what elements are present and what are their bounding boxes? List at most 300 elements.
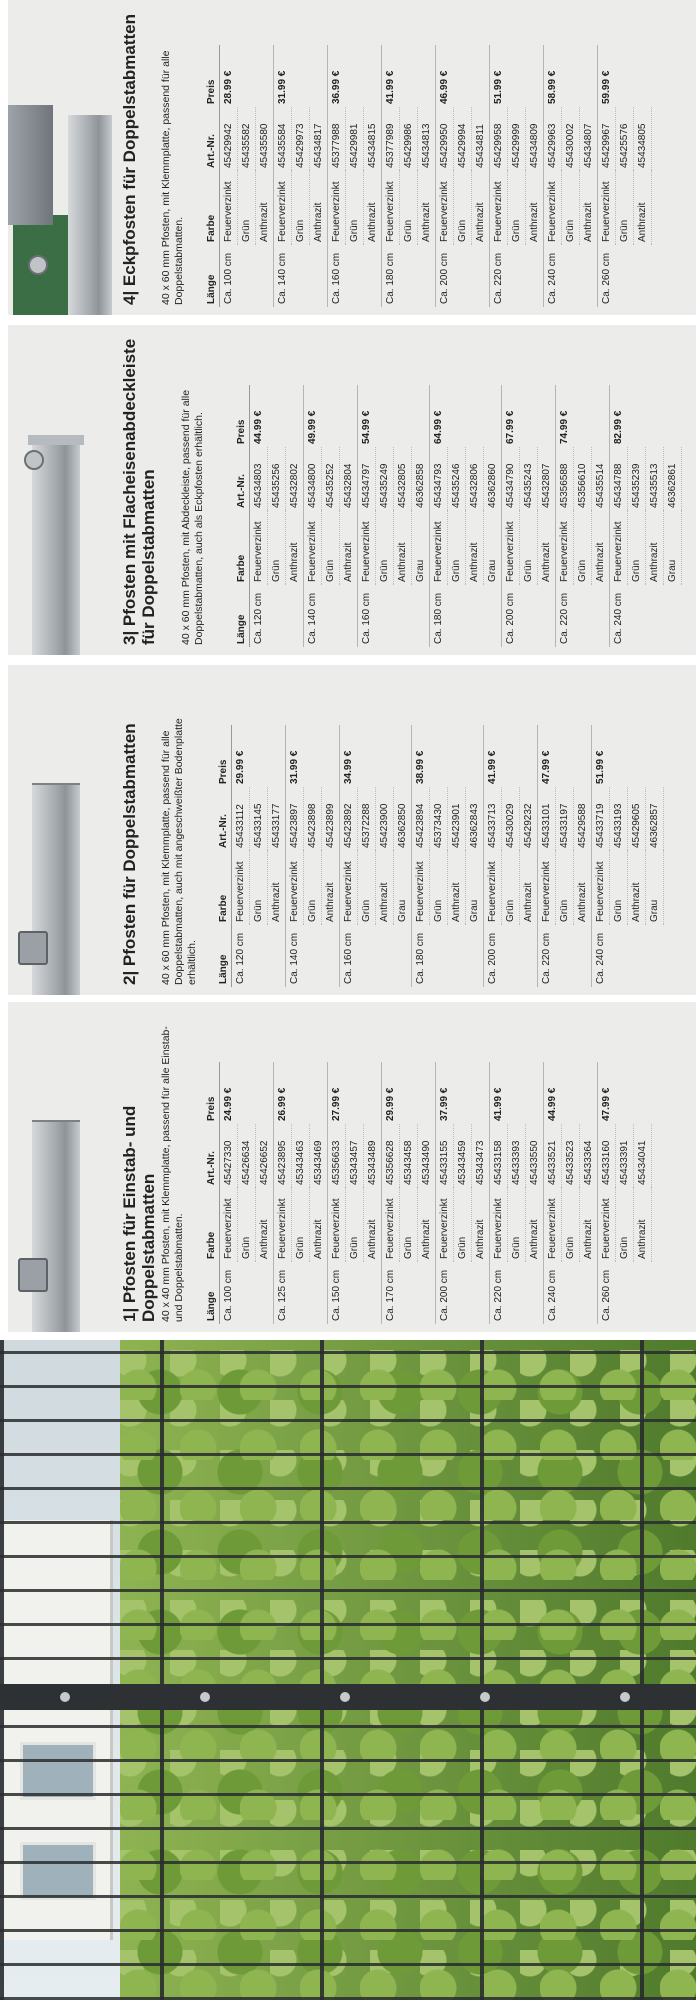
price-cell	[322, 725, 340, 787]
article-number-cell: 45423898	[304, 787, 322, 851]
article-number-cell: 45429986	[400, 107, 418, 171]
color-cell: Anthrazit	[472, 171, 490, 245]
length-cell: Ca. 140 cm	[304, 585, 322, 647]
article-number-cell: 45435514	[592, 447, 610, 511]
article-number-cell: 45423895	[274, 1124, 292, 1188]
length-cell: Ca. 180 cm	[382, 245, 400, 307]
article-number-cell: 45433550	[526, 1124, 544, 1188]
table-row	[268, 725, 286, 987]
article-number-cell: 45425576	[616, 107, 634, 171]
price-cell: 31.99 €	[286, 725, 304, 787]
length-cell	[466, 925, 484, 987]
article-number-cell: 46362860	[484, 447, 502, 511]
color-cell: Grün	[304, 851, 322, 925]
table-row	[346, 1062, 364, 1324]
price-cell: 41.99 €	[382, 45, 400, 107]
table-row	[472, 1062, 490, 1324]
price-cell	[394, 385, 412, 447]
length-cell: Ca. 260 cm	[598, 1262, 616, 1324]
color-cell: Anthrazit	[448, 851, 466, 925]
color-cell: Feuerverzinkt	[598, 1188, 616, 1262]
length-cell	[310, 1262, 328, 1324]
table-header-row	[204, 1062, 220, 1324]
price-cell	[508, 45, 526, 107]
color-cell: Anthrazit	[628, 851, 646, 925]
price-cell	[466, 385, 484, 447]
table-row	[238, 1062, 256, 1324]
price-table	[204, 45, 652, 307]
length-cell	[508, 245, 526, 307]
article-number-cell: 45432805	[394, 447, 412, 511]
length-cell	[364, 1262, 382, 1324]
table-row	[574, 725, 592, 987]
article-number-cell: 45432804	[340, 447, 358, 511]
length-cell	[484, 585, 502, 647]
color-cell: Anthrazit	[538, 511, 556, 585]
length-cell	[394, 585, 412, 647]
length-cell: Ca. 240 cm	[544, 1262, 562, 1324]
color-cell: Feuerverzinkt	[358, 511, 376, 585]
table-row	[382, 1062, 400, 1324]
price-cell	[256, 45, 274, 107]
article-number-cell: 45429942	[220, 107, 238, 171]
price-cell	[376, 385, 394, 447]
article-number-cell: 45434800	[304, 447, 322, 511]
price-cell: 38.99 €	[412, 725, 430, 787]
color-cell: Anthrazit	[340, 511, 358, 585]
color-cell: Anthrazit	[376, 851, 394, 925]
color-cell: Feuerverzinkt	[220, 1188, 238, 1262]
color-cell: Feuerverzinkt	[538, 851, 556, 925]
header-article: Art.-Nr.	[204, 1124, 220, 1188]
length-cell: Ca. 220 cm	[490, 1262, 508, 1324]
length-cell: Ca. 140 cm	[274, 245, 292, 307]
article-number-cell: 45429605	[628, 787, 646, 851]
length-cell	[448, 585, 466, 647]
color-cell: Anthrazit	[472, 1188, 490, 1262]
color-cell: Feuerverzinkt	[304, 511, 322, 585]
price-cell	[592, 385, 610, 447]
table-row	[412, 385, 430, 647]
color-cell: Anthrazit	[364, 171, 382, 245]
length-cell	[376, 925, 394, 987]
table-row	[250, 385, 268, 647]
price-cell	[526, 1062, 544, 1124]
length-cell	[358, 925, 376, 987]
table-row	[562, 45, 580, 307]
price-cell	[646, 385, 664, 447]
length-cell: Ca. 240 cm	[610, 585, 628, 647]
table-row	[598, 45, 616, 307]
article-number-cell: 45433101	[538, 787, 556, 851]
article-number-cell: 45343473	[472, 1124, 490, 1188]
color-cell: Grün	[238, 171, 256, 245]
table-row	[484, 385, 502, 647]
price-cell	[430, 725, 448, 787]
bolt-icon	[200, 1692, 210, 1702]
article-number-cell: 45435513	[646, 447, 664, 511]
table-row	[250, 725, 268, 987]
length-cell	[340, 585, 358, 647]
table-row	[232, 725, 250, 987]
price-table	[216, 725, 664, 987]
table-row	[292, 45, 310, 307]
article-number-cell: 45435580	[256, 107, 274, 171]
color-cell: Grün	[454, 1188, 472, 1262]
length-cell: Ca. 200 cm	[502, 585, 520, 647]
price-cell: 58.99 €	[544, 45, 562, 107]
price-cell	[484, 385, 502, 447]
length-cell: Ca. 200 cm	[484, 925, 502, 987]
header-color: Farbe	[234, 511, 250, 585]
photo-fence-post	[0, 1684, 696, 1710]
color-cell: Grün	[448, 511, 466, 585]
price-cell	[358, 725, 376, 787]
product-description: 40 x 40 mm Pfosten, mit Klemmplatte, passend für alle Einstab- und Doppelstabmatten.	[160, 1026, 185, 1322]
length-cell	[430, 925, 448, 987]
price-cell	[304, 725, 322, 787]
table-row	[436, 1062, 454, 1324]
length-cell	[256, 245, 274, 307]
length-cell	[616, 245, 634, 307]
clamp-plate-image	[18, 931, 48, 965]
table-row	[544, 45, 562, 307]
table-row	[292, 1062, 310, 1324]
header-length: Länge	[234, 585, 250, 647]
table-row	[472, 45, 490, 307]
length-cell	[292, 245, 310, 307]
article-number-cell: 45429967	[598, 107, 616, 171]
color-cell: Anthrazit	[256, 1188, 274, 1262]
product-panel-2	[8, 665, 696, 995]
color-cell: Anthrazit	[394, 511, 412, 585]
color-cell: Anthrazit	[256, 171, 274, 245]
price-cell	[628, 385, 646, 447]
price-cell	[574, 385, 592, 447]
price-cell	[520, 725, 538, 787]
length-cell	[628, 925, 646, 987]
article-number-cell: 45356588	[556, 447, 574, 511]
length-cell: Ca. 260 cm	[598, 245, 616, 307]
article-number-cell: 45433160	[598, 1124, 616, 1188]
price-cell	[472, 45, 490, 107]
price-cell	[400, 1062, 418, 1124]
price-cell: 59.99 €	[598, 45, 616, 107]
article-number-cell: 45426634	[238, 1124, 256, 1188]
table-row	[274, 45, 292, 307]
article-number-cell: 45432802	[286, 447, 304, 511]
length-cell	[646, 925, 664, 987]
length-cell: Ca. 220 cm	[538, 925, 556, 987]
price-cell	[292, 1062, 310, 1124]
price-table	[234, 385, 682, 647]
article-number-cell: 46362858	[412, 447, 430, 511]
price-cell	[394, 725, 412, 787]
product-description: 40 x 60 mm Pfosten, mit Abdeckleiste, passend für alle Doppelstabmatten, auch als Eckpfosten erhältlich.	[180, 389, 205, 645]
article-number-cell: 45430029	[502, 787, 520, 851]
corner-post-image	[68, 115, 112, 315]
length-cell	[556, 925, 574, 987]
article-number-cell: 45423892	[340, 787, 358, 851]
color-cell: Grün	[268, 511, 286, 585]
length-cell	[634, 1262, 652, 1324]
article-number-cell: 45433112	[232, 787, 250, 851]
color-cell: Feuerverzinkt	[382, 171, 400, 245]
article-number-cell: 45373430	[430, 787, 448, 851]
article-number-cell: 45433364	[580, 1124, 598, 1188]
table-row	[616, 1062, 634, 1324]
table-row	[580, 45, 598, 307]
price-cell	[286, 385, 304, 447]
article-number-cell: 45433158	[490, 1124, 508, 1188]
color-cell: Feuerverzinkt	[610, 511, 628, 585]
price-cell	[418, 1062, 436, 1124]
length-cell	[256, 1262, 274, 1324]
article-number-cell: 45429981	[346, 107, 364, 171]
color-cell: Feuerverzinkt	[274, 171, 292, 245]
header-length: Länge	[204, 1262, 220, 1324]
clamp-plate-image	[18, 1258, 48, 1292]
article-number-cell: 45435243	[520, 447, 538, 511]
length-cell	[304, 925, 322, 987]
article-number-cell: 45423897	[286, 787, 304, 851]
table-row	[220, 45, 238, 307]
length-cell	[418, 1262, 436, 1324]
length-cell: Ca. 200 cm	[436, 245, 454, 307]
color-cell: Grün	[346, 171, 364, 245]
color-cell: Feuerverzinkt	[592, 851, 610, 925]
article-number-cell: 45429994	[454, 107, 472, 171]
photo-fence-mesh	[0, 1340, 696, 2000]
color-cell: Anthrazit	[592, 511, 610, 585]
article-number-cell: 45434803	[250, 447, 268, 511]
article-number-cell: 45423894	[412, 787, 430, 851]
length-cell: Ca. 240 cm	[592, 925, 610, 987]
color-cell: Feuerverzinkt	[274, 1188, 292, 1262]
article-number-cell: 45356628	[382, 1124, 400, 1188]
length-cell	[454, 1262, 472, 1324]
length-cell	[238, 1262, 256, 1324]
article-number-cell: 45434790	[502, 447, 520, 511]
price-cell	[376, 725, 394, 787]
article-number-cell: 45343489	[364, 1124, 382, 1188]
price-cell: 49.99 €	[304, 385, 322, 447]
price-cell: 37.99 €	[436, 1062, 454, 1124]
length-cell: Ca. 125 cm	[274, 1262, 292, 1324]
table-row	[310, 1062, 328, 1324]
table-row	[592, 385, 610, 647]
color-cell: Grün	[508, 1188, 526, 1262]
article-number-cell: 45432807	[538, 447, 556, 511]
length-cell: Ca. 140 cm	[286, 925, 304, 987]
fence-photo	[0, 1340, 696, 2000]
length-cell: Ca. 120 cm	[232, 925, 250, 987]
color-cell: Grün	[322, 511, 340, 585]
color-cell: Grau	[412, 511, 430, 585]
price-cell	[472, 1062, 490, 1124]
article-number-cell: 45430002	[562, 107, 580, 171]
article-number-cell: 45435584	[274, 107, 292, 171]
article-number-cell: 45433713	[484, 787, 502, 851]
length-cell	[238, 245, 256, 307]
article-number-cell: 45429232	[520, 787, 538, 851]
length-cell	[400, 1262, 418, 1324]
price-cell: 24.99 €	[220, 1062, 238, 1124]
product-title: 1| Pfosten für Einstab- und Doppelstabmatten	[120, 1105, 158, 1322]
length-cell	[664, 585, 682, 647]
table-row	[340, 725, 358, 987]
article-number-cell: 45423899	[322, 787, 340, 851]
length-cell: Ca. 200 cm	[436, 1262, 454, 1324]
length-cell	[376, 585, 394, 647]
product-panel-1	[8, 1002, 696, 1332]
price-cell	[628, 725, 646, 787]
color-cell: Anthrazit	[310, 1188, 328, 1262]
color-cell: Anthrazit	[526, 1188, 544, 1262]
color-cell: Grün	[508, 171, 526, 245]
article-number-cell: 45435252	[322, 447, 340, 511]
color-cell: Feuerverzinkt	[556, 511, 574, 585]
article-number-cell: 46362857	[646, 787, 664, 851]
article-number-cell: 45429999	[508, 107, 526, 171]
length-cell	[610, 925, 628, 987]
length-cell	[472, 1262, 490, 1324]
color-cell: Grün	[610, 851, 628, 925]
length-cell: Ca. 100 cm	[220, 245, 238, 307]
table-row	[346, 45, 364, 307]
header-article: Art.-Nr.	[234, 447, 250, 511]
price-cell	[448, 385, 466, 447]
color-cell: Feuerverzinkt	[220, 171, 238, 245]
table-row	[520, 385, 538, 647]
color-cell: Anthrazit	[322, 851, 340, 925]
table-row	[634, 1062, 652, 1324]
article-number-cell: 45434788	[610, 447, 628, 511]
length-cell	[364, 245, 382, 307]
price-cell	[322, 385, 340, 447]
price-cell: 67.99 €	[502, 385, 520, 447]
table-row	[322, 385, 340, 647]
article-number-cell: 45429588	[574, 787, 592, 851]
article-number-cell: 45435249	[376, 447, 394, 511]
price-cell	[238, 1062, 256, 1124]
header-price: Preis	[216, 725, 232, 787]
price-cell	[310, 45, 328, 107]
color-cell: Anthrazit	[580, 1188, 598, 1262]
length-cell	[538, 585, 556, 647]
article-number-cell: 45429963	[544, 107, 562, 171]
article-number-cell: 45434813	[418, 107, 436, 171]
price-cell	[664, 385, 682, 447]
color-cell: Feuerverzinkt	[490, 1188, 508, 1262]
article-number-cell: 45434809	[526, 107, 544, 171]
product-image-post	[8, 325, 113, 655]
length-cell	[628, 585, 646, 647]
screw-icon	[24, 450, 44, 470]
product-panel-4	[8, 0, 696, 315]
price-cell	[268, 725, 286, 787]
color-cell: Anthrazit	[526, 171, 544, 245]
price-cell: 47.99 €	[538, 725, 556, 787]
length-cell	[400, 245, 418, 307]
color-cell: Anthrazit	[286, 511, 304, 585]
price-cell: 28.99 €	[220, 45, 238, 107]
length-cell: Ca. 160 cm	[328, 245, 346, 307]
article-number-cell: 45423901	[448, 787, 466, 851]
bolt-icon	[60, 1692, 70, 1702]
price-cell	[466, 725, 484, 787]
length-cell	[520, 925, 538, 987]
length-cell: Ca. 180 cm	[430, 585, 448, 647]
table-row	[418, 1062, 436, 1324]
article-number-cell: 45423900	[376, 787, 394, 851]
table-row	[364, 45, 382, 307]
header-length: Länge	[204, 245, 220, 307]
table-row	[598, 1062, 616, 1324]
post-image	[32, 443, 80, 655]
color-cell: Grau	[484, 511, 502, 585]
product-title: 2| Pfosten für Doppelstabmatten	[120, 723, 139, 985]
bolt-icon	[340, 1692, 350, 1702]
article-number-cell: 45343490	[418, 1124, 436, 1188]
color-cell: Feuerverzinkt	[490, 171, 508, 245]
price-cell: 41.99 €	[484, 725, 502, 787]
length-cell	[292, 1262, 310, 1324]
length-cell	[466, 585, 484, 647]
header-color: Farbe	[216, 851, 232, 925]
color-cell: Grün	[616, 171, 634, 245]
color-cell: Feuerverzinkt	[436, 171, 454, 245]
color-cell: Grün	[502, 851, 520, 925]
table-row	[220, 1062, 238, 1324]
table-row	[238, 45, 256, 307]
table-row	[454, 1062, 472, 1324]
length-cell	[286, 585, 304, 647]
article-number-cell: 45433193	[610, 787, 628, 851]
length-cell	[562, 245, 580, 307]
article-number-cell: 46362850	[394, 787, 412, 851]
price-cell	[556, 725, 574, 787]
table-row	[580, 1062, 598, 1324]
article-number-cell: 45429958	[490, 107, 508, 171]
header-price: Preis	[204, 45, 220, 107]
product-image-post	[8, 1002, 113, 1332]
length-cell: Ca. 120 cm	[250, 585, 268, 647]
table-row	[454, 45, 472, 307]
article-number-cell: 46362843	[466, 787, 484, 851]
color-cell: Grün	[520, 511, 538, 585]
header-length: Länge	[216, 925, 232, 987]
table-row	[430, 725, 448, 987]
price-cell	[346, 1062, 364, 1124]
color-cell: Grün	[562, 171, 580, 245]
price-cell: 26.99 €	[274, 1062, 292, 1124]
length-cell	[394, 925, 412, 987]
length-cell	[472, 245, 490, 307]
article-number-cell: 45343458	[400, 1124, 418, 1188]
product-image-post	[8, 665, 113, 995]
post-image	[32, 1120, 80, 1332]
article-number-cell: 45356610	[574, 447, 592, 511]
length-cell	[346, 245, 364, 307]
article-number-cell: 45356633	[328, 1124, 346, 1188]
header-price: Preis	[234, 385, 250, 447]
length-cell	[322, 585, 340, 647]
article-number-cell: 45433155	[436, 1124, 454, 1188]
bolt-icon	[480, 1692, 490, 1702]
length-cell	[502, 925, 520, 987]
table-row	[634, 45, 652, 307]
